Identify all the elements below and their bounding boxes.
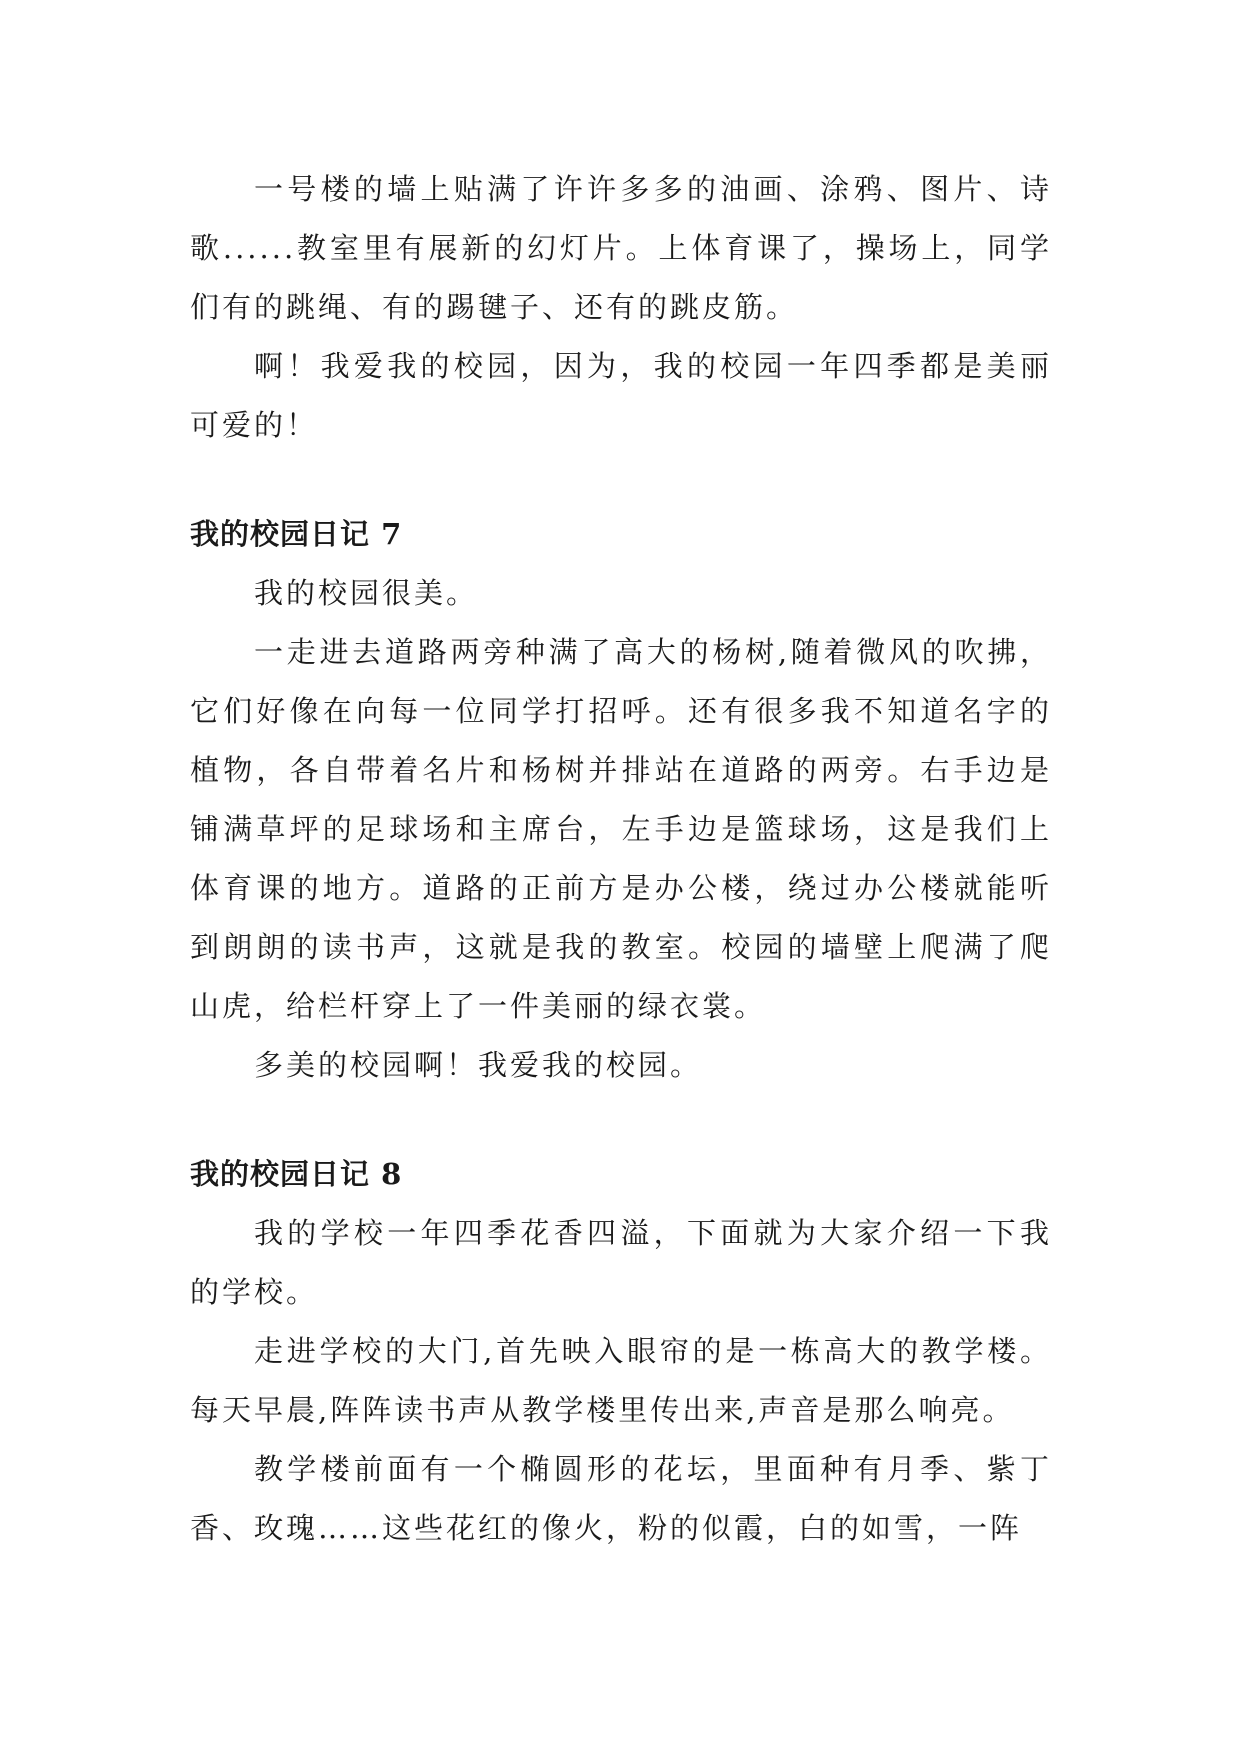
section-title-7: 我的校园日记 7 [190, 517, 403, 551]
paragraph: 多美的校园啊！我爱我的校园。 [254, 1048, 703, 1082]
document-page [190, 160, 1052, 1558]
section-gap [190, 1095, 1052, 1145]
section-title-8: 我的校园日记 8 [190, 1157, 403, 1191]
paragraph: 我的学校一年四季花香四溢，下面就为大家介绍一下我的学校。 [190, 1216, 1052, 1309]
paragraph: 一走进去道路两旁种满了高大的杨树,随着微风的吹拂，它们好像在向每一位同学打招呼。还有很多我不知道名字的植物，各自带着名片和杨树并排站在道路的两旁。右手边是铺满草坪的足球场和主席台，左手边是篮球场，这是我们上体育课的地方。道路的正前方是办公楼，绕过办公楼就能听到朗朗的读书声，这就是我的教室。校园的墙壁上爬满了爬山虎，给栏杆穿上了一件美丽的绿衣裳。 [190, 635, 1052, 1023]
paragraph: 教学楼前面有一个椭圆形的花坛，里面种有月季、紫丁香、玫瑰……这些花红的像火，粉的似霞，白的如雪，一阵 [190, 1452, 1052, 1545]
section-gap [190, 455, 1052, 505]
paragraph: 一号楼的墙上贴满了许许多多的油画、涂鸦、图片、诗歌......教室里有展新的幻灯片。上体育课了，操场上，同学们有的跳绳、有的踢毽子、还有的跳皮筋。 [190, 172, 1052, 324]
paragraph: 我的校园很美。 [254, 576, 479, 610]
paragraph: 走进学校的大门,首先映入眼帘的是一栋高大的教学楼。每天早晨,阵阵读书声从教学楼里传出来,声音是那么响亮。 [190, 1334, 1052, 1427]
paragraph: 啊！我爱我的校园，因为，我的校园一年四季都是美丽可爱的！ [190, 349, 1052, 442]
